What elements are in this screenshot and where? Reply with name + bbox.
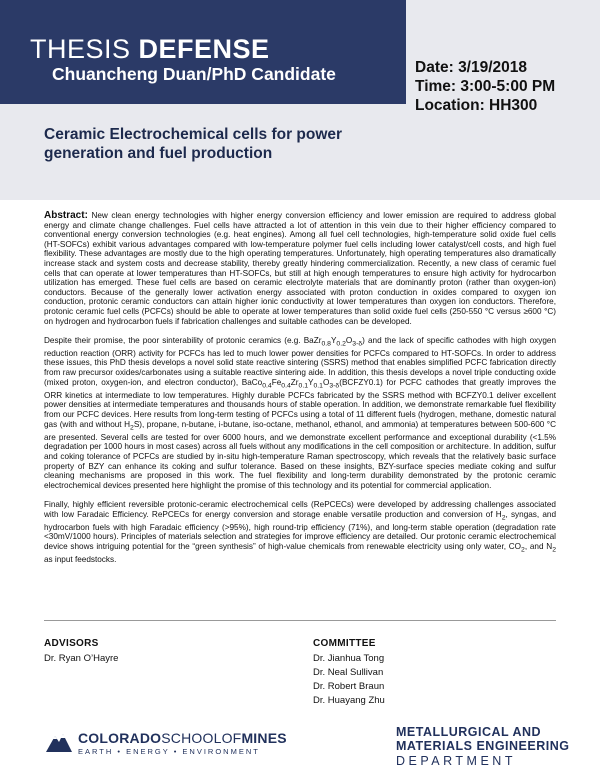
abstract-paragraph-2 — [44, 336, 556, 491]
committee-member: Dr. Jianhua Tong — [313, 653, 385, 664]
mines-wordmark — [78, 730, 287, 746]
dept-line-2: MATERIALS ENGINEERING — [396, 739, 570, 753]
subscript: 0.4 — [262, 382, 272, 390]
subscript: 0.1 — [313, 382, 323, 390]
mines-word-colorado: COLORADO — [78, 730, 162, 746]
subscript: 3-δ — [352, 340, 363, 348]
mines-word-school: SCHOOL — [161, 730, 222, 746]
mines-mountain-icon — [46, 732, 72, 752]
committee-section — [313, 638, 513, 708]
title-light: THESIS — [30, 34, 139, 64]
abstract-label: Abstract: — [44, 210, 88, 221]
advisors-heading: ADVISORS — [44, 638, 99, 649]
abstract-text: Y — [308, 377, 314, 387]
abstract-paragraph-1 — [44, 211, 556, 326]
abstract-paragraph-3 — [44, 500, 556, 565]
abstract-text: Fe — [271, 377, 282, 387]
abstract-p1-text: New clean energy technologies with higher energy conversion efficiency and lower emission are required to address global energy and climate change challenges. Fuel cells have attracted a lot of attention in this vein due to their higher efficiency compared to conventional energy conversion technologies (e.g. heat engines). Among all fuel cell technologies, high-temperature solid oxide fuel cells (HT-SOFCs) exhibit various advantages compared with low-temperature polymer fuel cells including lower catalyst/cell costs, and high fuel flexibility. These advantages are mostly due to the high operating temperatures. Unfortunately, high operating temperatures also dramatically increase stack and system costs and decrease stability, thereby greatly hindering commercialization. Recently, a new class of ceramic fuel cells that can operate at lower temperatures than HT-SOFCs, but still at high enough temperatures to ensure high activity for hydrocarbon utilization has emerged. These fuel cells are based on ceramic electrolyte materials that are dominantly proton (rather than oxygen-ion) conductors. Because of the generally lower activation energy associated with proton conduction in oxides compared to oxygen ion conduction, protonic ceramic conductors can attain higher ionic conductivity at lower temperatures than oxygen ion conductors. Therefore, protonic ceramic fuel cells (PCFCs) should be able to operate at lower temperatures than solid oxide fuel cells (250-550 °C versus ≥600 °C) on hydrogen and hydrocarbon fuels if fabrication challenges and suitable cathodes can be developed. — [44, 211, 556, 326]
mines-word-of: OF — [221, 730, 242, 746]
event-info — [415, 58, 555, 115]
dept-line-3: DEPARTMENT — [396, 754, 516, 768]
abstract-text: S), propane, n-butane, i-butane, iso-octane, methanol, ethanol, and ammonia) at temperatures between 500-600 °C are presented. Several cells are tested for over 6000 hours, and we demonstrate excellent performance and exceptional durability (<1.5% degradation per 1000 hours in most cases) across all fuels without any modifications in the cell composition or architecture. In addition, sulfur and coking tolerance of PCFCs are studied by in-situ high-temperature Raman spectroscopy, which reveals that the relatively basic surface property of BZY can enhance its coking and sulfur tolerance. Based on these insights, BZY-surface species mediate coking and sulfur cleaning mechanisms are proposed in this work. The fuel flexibility and long-term durability demonstrated by the protonic ceramic electrochemical devices presented here highlight the promise of this technology and its potential for commercial application. — [44, 419, 556, 490]
abstract-text: (BCFZY0.1) for PCFC cathodes that greatly improves the ORR kinetics at intermediate to low temperatures. Highly durable PCFCs fabricated by the SSRS method with BCFZY0.1 deliver excellent power densities at intermediate temperatures and thousands hours of stable operation. In addition, we demonstrate remarkable fuel flexibility from our PCFC devices. Here results from long-term testing of PCFCs using a total of 11 different fuels (hydrogen, methane, domestic natural gas (with and without H — [44, 377, 557, 429]
subscript: 2 — [501, 514, 506, 522]
dept-line-1: METALLURGICAL AND — [396, 725, 542, 739]
abstract-text: Zr — [290, 377, 299, 387]
subscript: 0.1 — [298, 382, 309, 390]
subscript: 0.2 — [336, 340, 346, 348]
advisors-section — [44, 638, 244, 666]
subscript: 2 — [130, 424, 134, 432]
subscript: 3-δ — [329, 382, 340, 390]
candidate-name: Chuancheng Duan/PhD Candidate — [52, 64, 336, 84]
event-time: Time: 3:00-5:00 PM — [415, 78, 556, 95]
abstract-text: , syngas, and hydrocarbon fuels with high Faradaic efficiency (>95%), high round-trip efficiency (71%), and long-term stable operation (degradation rate <30mV/1000 hours). Principles of materials selection and strategies for improve efficiency are detailed. Our protonic ceramic electrochemical device shows intriguing potential for the “green synthesis” of high-value chemicals from renewable electricity using only water, CO — [44, 509, 557, 551]
subscript: 0.4 — [281, 382, 291, 390]
abstract-text: O — [322, 377, 330, 387]
abstract-text: O — [345, 335, 353, 345]
abstract-text: as input feedstocks. — [44, 555, 117, 565]
title-bold: DEFENSE — [138, 34, 270, 64]
mines-word-mines: MINES — [241, 730, 287, 746]
advisor-name: Dr. Ryan O’Hayre — [44, 653, 119, 664]
subscript: 2 — [552, 546, 556, 554]
committee-member: Dr. Huayang Zhu — [313, 695, 385, 706]
page-title — [30, 36, 270, 63]
section-divider — [44, 620, 556, 621]
mines-tagline: EARTH • ENERGY • ENVIRONMENT — [78, 747, 260, 756]
committee-member: Dr. Robert Braun — [313, 681, 385, 692]
abstract — [44, 211, 556, 574]
event-location: Location: HH300 — [415, 97, 538, 114]
abstract-text: , and N — [524, 541, 553, 551]
department-logo — [396, 725, 570, 768]
committee-member: Dr. Neal Sullivan — [313, 667, 384, 678]
abstract-text: Y — [330, 335, 337, 345]
abstract-text: Finally, highly efficient reversible protonic-ceramic electrochemical cells (RePCECs) were developed by addressing challenges associated with low Faradaic Efficiency. RePCECs for energy conversion and storage enable versatile production and conversion of H — [44, 499, 556, 519]
event-date: Date: 3/19/2018 — [415, 59, 528, 76]
abstract-text: Despite their promise, the poor sinterability of protonic ceramics (e.g. BaZr — [44, 335, 322, 345]
abstract-text: ) and the lack of specific cathodes with high oxygen reduction reaction (ORR) activity for PCFCs has led to much lower power densities for PCFCs compared to HT-SOFCs. In order to address these issues, this PhD thesis develops a novel solid state reactive sintering (SSRS) method that enables simplified PCFC fabrication directly from raw precursor oxides/carbonates using a suitable reactive sintering aide. In addition, this thesis develops a novel triple conducting oxide (mixed proton, oxygen-ion, and electron conductor), BaCo — [44, 335, 556, 387]
talk-title: Ceramic Electrochemical cells for power generation and fuel production — [44, 126, 343, 162]
committee-heading: COMMITTEE — [313, 638, 376, 649]
subscript: 0.8 — [321, 340, 331, 348]
subscript: 2 — [521, 546, 525, 554]
